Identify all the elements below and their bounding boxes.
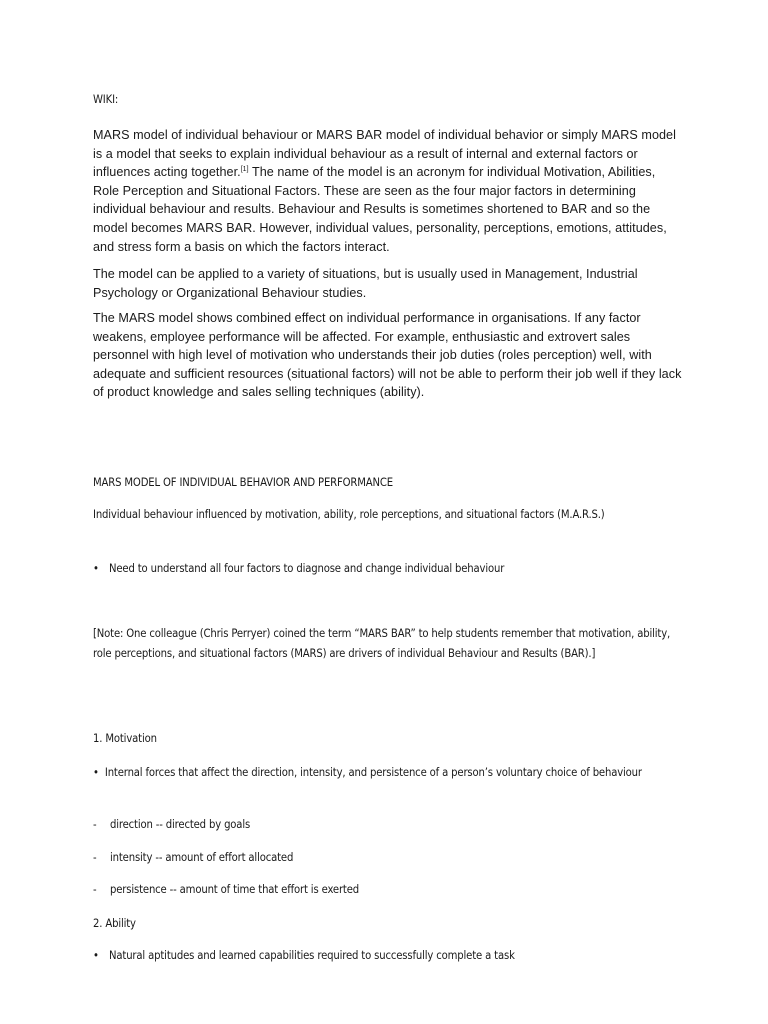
list-item [93,848,683,868]
citation-superscript: [1] [240,166,249,174]
ability-bullet-text: Natural aptitudes and learned capabilities required to successfully complete a task [109,949,515,962]
dash-icon: - [93,883,97,896]
mars-heading: MARS MODEL OF INDIVIDUAL BEHAVIOR AND PERFORMANCE [93,476,394,489]
wiki-paragraph-3: The MARS model shows combined effect on individual performance in organisations. If any factor weakens, employee performance will be affected. For example, enthusiastic and extrovert sales personnel with high level of motivation who understands their job duties (roles perception) well, with adequate and sufficient resources (situational factors) will not be able to perform their job well if they lack of product knowledge and sales selling techniques (ability). [93,311,682,400]
motivation-dash-direction: direction -- directed by goals [110,818,251,831]
motivation-bullet-text: Internal forces that affect the direction, intensity, and persistence of a person’s voluntary choice of behaviour [104,766,642,779]
bullet-icon: • [93,766,99,779]
ability-heading: 2. Ability [93,917,136,930]
mars-note: [Note: One colleague (Chris Perryer) coined the term “MARS BAR” to help students remember that motivation, ability, role perceptions, and situational factors (MARS) are drivers of individual Behaviour and Results (BAR).] [93,627,671,660]
dash-icon: - [93,851,97,864]
motivation-dash-persistence: persistence -- amount of time that effort is exerted [110,883,360,896]
wiki-label: WIKI: [93,93,119,106]
bullet-icon: • [93,949,99,962]
wiki-paragraph-1 [93,126,683,256]
list-item [93,763,691,783]
list-item [93,946,683,966]
list-item [93,880,683,900]
wiki-paragraph-1-text-b: The name of the model is an acronym for individual Motivation, Abilities, Role Perception and Situational Factors. These are seen as the four major factors in determining individual behaviour and results. Behaviour and Results is sometimes shortened to BAR and so the model becomes MARS BAR. However, individual values, personality, perceptions, emotions, attitudes, and stress form a basis on which the factors interact. [93,165,667,254]
dash-icon: - [93,818,97,831]
bullet-understand-text: Need to understand all four factors to diagnose and change individual behaviour [109,562,505,575]
wiki-paragraph-1-text-a: MARS model of individual behaviour or MARS BAR model of individual behavior or simply MARS model is a model that seeks to explain individual behaviour as a result of internal and external factors or influences acting together. [93,128,676,180]
list-item [93,559,683,579]
motivation-heading: 1. Motivation [93,732,157,745]
motivation-dash-intensity: intensity -- amount of effort allocated [110,851,294,864]
wiki-paragraph-2: The model can be applied to a variety of situations, but is usually used in Management, Industrial Psychology or Organizational Behaviour studies. [93,267,638,300]
mars-intro: Individual behaviour influenced by motivation, ability, role perceptions, and situational factors (M.A.R.S.) [93,508,605,521]
list-item [93,815,683,835]
bullet-icon: • [93,562,99,575]
